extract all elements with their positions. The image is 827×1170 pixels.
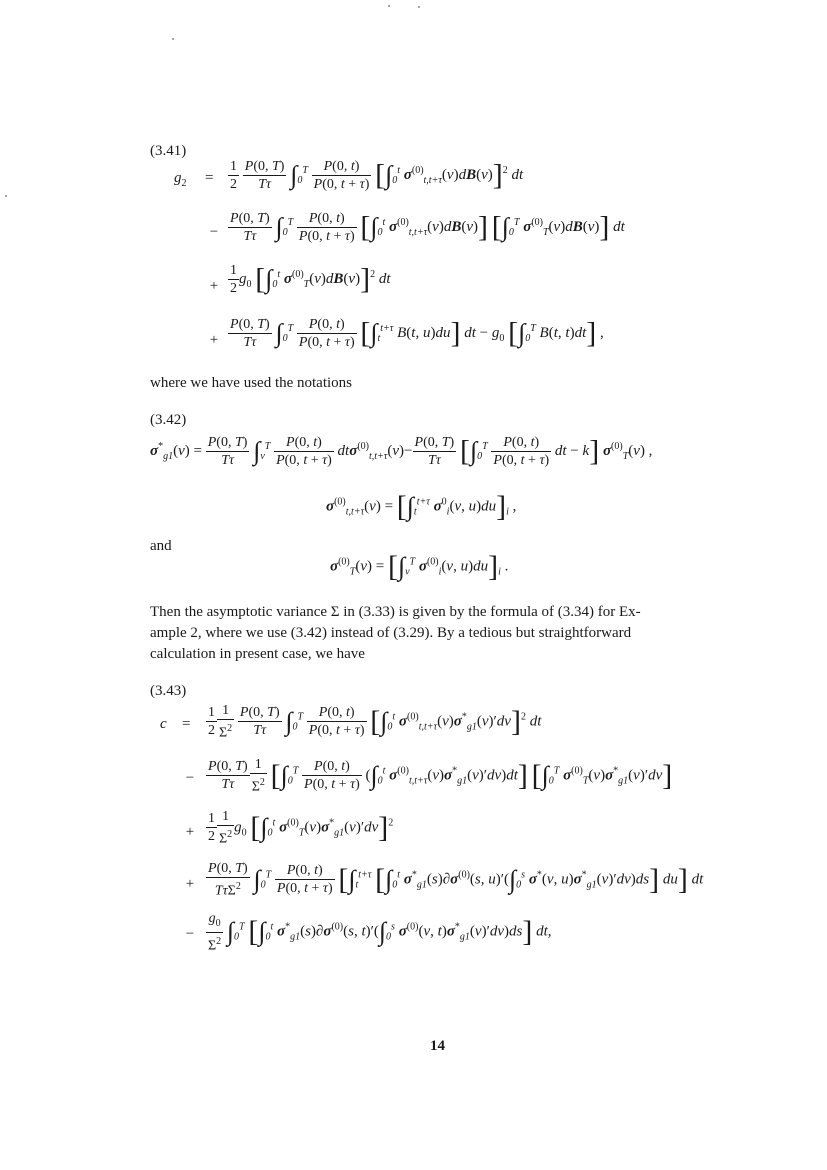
equation-343-line-2: $\frac{P(0, T)}{T\tau}$ $\frac{1}{\Sigma^2}$ [$\int_0^T$ $\frac{P(0, t)}{P(0, t + \tau)}$ ($\int_0^t$ $\sigma^{(0)}_{t,t+\tau}(v)\sigma^*_{g1}(v)'dv)dt$] [$\int_0^T$ $\sigma^{(0)}_T(v)\sigma^*_{g1}(v)'dv$] [208, 757, 673, 795]
equation-341-line-4: $\frac{P(0, T)}{T\tau}$ $\int_0^T$ $\frac{P(0, t)}{P(0, t + \tau)}$ [$\int_t^{t+\tau}$ B(t, u)du] dt − $g_0$ [$\int_0^T$ B(t, t)dt] , [230, 316, 604, 350]
equation-343-line-4: $\frac{P(0, T)}{T\tau\Sigma^2}$ $\int_0^T$ $\frac{P(0, t)}{P(0, t + \tau)}$ [$\int_t^{t+\tau}$ [$\int_0^t$ $\sigma^*_{g1}(s)\partial\sigma^{(0)}(s$, $u)'(\int_0^s$ σ*(v, $u)\sigma^*_{g1}(v)'dv)ds$] du] dt [208, 861, 704, 899]
equation-341-op-1: − [209, 224, 219, 240]
page-number: 14 [430, 1038, 445, 1054]
equation-341-relation: = [205, 170, 214, 186]
equation-341-op-2: + [209, 278, 219, 294]
equation-341-op-3: + [209, 332, 219, 348]
equation-342-line-3: $\sigma^{(0)}_T(v) = [\int_v^T$ $\sigma^{(0)}_i(v$, $u)du]_i$ . [330, 550, 509, 583]
text-paragraph-line-1: Then the asymptotic variance Σ in (3.33) is given by the formula of (3.34) for Ex- [150, 604, 641, 620]
equation-342-line-1: $\sigma^*_{g1}(v)$ = $\frac{P(0, T)}{T\tau}$ $\int_v^T$ $\frac{P(0, t)}{P(0, t + \tau)}$ dtσ$^{(0)}_{t,t+\tau}$(v)− $\frac{P(0, T)}{T\tau}$ [$\int_0^T$ $\frac{P(0, t)}{P(0, t + \tau)}$ dt − k] $\sigma^{(0)}_T(v)$ , [150, 434, 653, 468]
equation-number-343: (3.43) [150, 683, 187, 699]
equation-number-341: (3.41) [150, 143, 187, 159]
equation-number-342: (3.42) [150, 412, 187, 428]
text-paragraph-line-2: ample 2, where we use (3.42) instead of (3.29). By a tedious but straightforward [150, 625, 632, 641]
equation-341-line-3: $\frac{1}{2}$ $g_0$ [$\int_0^t$ $\sigma^{(0)}_T(v)dB(v)]^2$ dt [230, 262, 391, 296]
equation-343-op-4: − [185, 926, 195, 942]
text-and: and [150, 538, 172, 554]
lhs-subscript: 2 [181, 178, 187, 189]
equation-343-op-1: − [185, 770, 195, 786]
equation-343-relation: = [182, 716, 191, 732]
equation-343-line-1: $\frac{1}{2}$ $\frac{1}{\Sigma^2}$ $\frac{P(0, T)}{T\tau}$ $\int_0^T$ $\frac{P(0, t)}{P(0, t + \tau)}$ [$\int_0^t$ $\sigma^{(0)}_{t,t+\tau}(v)\sigma^*_{g1}(v)'dv]^2$ dt [208, 703, 542, 741]
equation-342-line-2: $\sigma^{(0)}_{t,t+\tau}(v) = [\int_t^{t+\tau}$ $\sigma^0_i(v$, $u)du]_i$ , [326, 490, 517, 523]
equation-341-line-2: $\frac{P(0, T)}{T\tau}$ $\int_0^T$ $\frac{P(0, t)}{P(0, t + \tau)}$ [$\int_0^t$ $\sigma^{(0)}_{t,t+\tau}(v)dB(v)$] [$\int_0^T$ $\sigma^{(0)}_T(v)dB(v)$] dt [230, 210, 625, 244]
equation-343-line-3: $\frac{1}{2}$ $\frac{1}{\Sigma^2}$ $g_0$ [$\int_0^t$ $\sigma^{(0)}_T(v)\sigma^*_{g1}(v)'dv]^2$ [208, 809, 394, 847]
equation-341-lhs [174, 170, 187, 189]
equation-343-op-3: + [185, 876, 195, 892]
equation-343-line-5: $\frac{g_0}{\Sigma^2}$ $\int_0^T$ [$\int_0^t$ $\sigma^*_{g1}(s)\partial\sigma^{(0)}(s$, $t)'(\int_0^s$ $\sigma^{(0)}(v$, $t)\sigma^*_{g1}(v)'dv)ds$] dt, [208, 911, 552, 954]
lhs-symbol: g [174, 170, 182, 186]
equation-343-lhs: c [160, 716, 167, 732]
text-notations: where we have used the notations [150, 375, 353, 391]
text-paragraph-line-3: calculation in present case, we have [150, 646, 365, 662]
equation-343-op-2: + [185, 824, 195, 840]
equation-341-line-1: $\frac{1}{2}$ $\frac{P(0, T)}{T\tau}$ $\int_0^T$ $\frac{P(0, t)}{P(0, t + \tau)}$ [$\int_0^t$ $\sigma^{(0)}_{t,t+\tau}(v)dB(v)]^2$ dt [230, 158, 524, 192]
